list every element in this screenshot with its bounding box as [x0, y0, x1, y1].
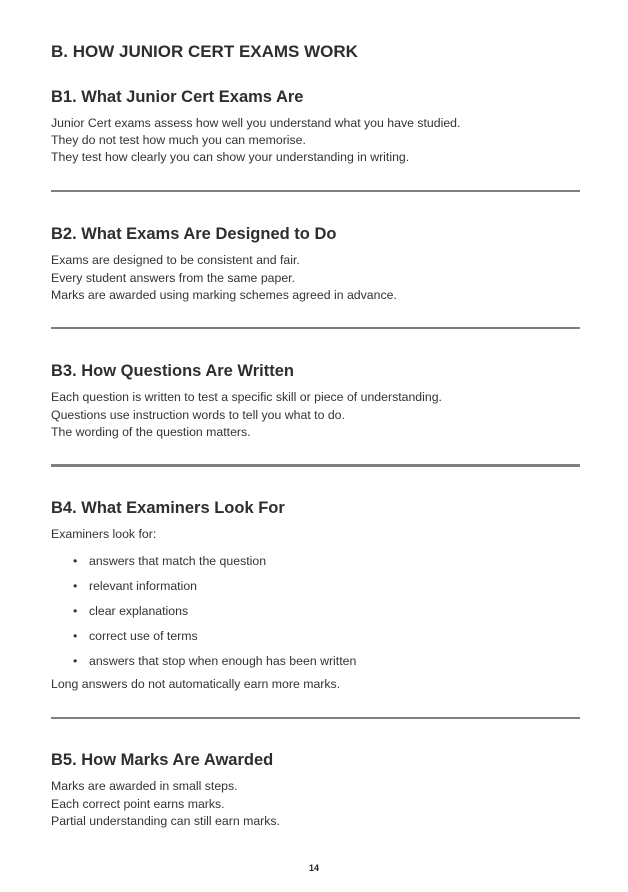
paragraph-line: Exams are designed to be consistent and fair.: [51, 253, 300, 267]
section-heading-b3: B3. How Questions Are Written: [51, 362, 294, 380]
section-divider: [51, 190, 580, 192]
list-item-text: clear explanations: [89, 604, 189, 618]
paragraph-line: Questions use instruction words to tell you what to do.: [51, 408, 345, 422]
bullet-icon: •: [73, 654, 78, 668]
section-heading-b5: B5. How Marks Are Awarded: [51, 751, 274, 769]
paragraph-line: Marks are awarded using marking schemes agreed in advance.: [51, 288, 397, 302]
section-divider: [51, 327, 580, 329]
bullet-icon: •: [73, 604, 78, 618]
section-heading-b2: B2. What Exams Are Designed to Do: [51, 225, 337, 243]
paragraph-line: Junior Cert exams assess how well you understand what you have studied.: [51, 116, 461, 130]
paragraph-line: Each correct point earns marks.: [51, 797, 225, 811]
paragraph-line: Every student answers from the same paper.: [51, 271, 296, 285]
list-item: [73, 578, 197, 595]
page-title: B. HOW JUNIOR CERT EXAMS WORK: [51, 42, 358, 61]
list-item: [73, 628, 198, 645]
paragraph-line: They do not test how much you can memorise.: [51, 133, 306, 147]
list-item: [73, 603, 188, 620]
section-divider: [51, 717, 580, 719]
list-item-text: answers that match the question: [89, 554, 267, 568]
paragraph-line: Long answers do not automatically earn more marks.: [51, 677, 341, 691]
section-divider: [51, 464, 580, 467]
list-item-text: relevant information: [89, 579, 197, 593]
paragraph-line: The wording of the question matters.: [51, 425, 251, 439]
bullet-icon: •: [73, 554, 78, 568]
section-heading-b1: B1. What Junior Cert Exams Are: [51, 88, 304, 106]
list-item: [73, 653, 356, 670]
paragraph-line: They test how clearly you can show your understanding in writing.: [51, 150, 410, 164]
paragraph-line: Partial understanding can still earn marks.: [51, 814, 280, 828]
section-heading-b4: B4. What Examiners Look For: [51, 499, 285, 517]
paragraph-line: Examiners look for:: [51, 527, 157, 541]
page-number: 14: [308, 863, 319, 873]
paragraph-line: Marks are awarded in small steps.: [51, 779, 238, 793]
bullet-icon: •: [73, 579, 78, 593]
list-item: [73, 553, 266, 570]
bullet-icon: •: [73, 629, 78, 643]
list-item-text: correct use of terms: [89, 629, 198, 643]
list-item-text: answers that stop when enough has been written: [89, 654, 357, 668]
paragraph-line: Each question is written to test a specific skill or piece of understanding.: [51, 390, 442, 404]
